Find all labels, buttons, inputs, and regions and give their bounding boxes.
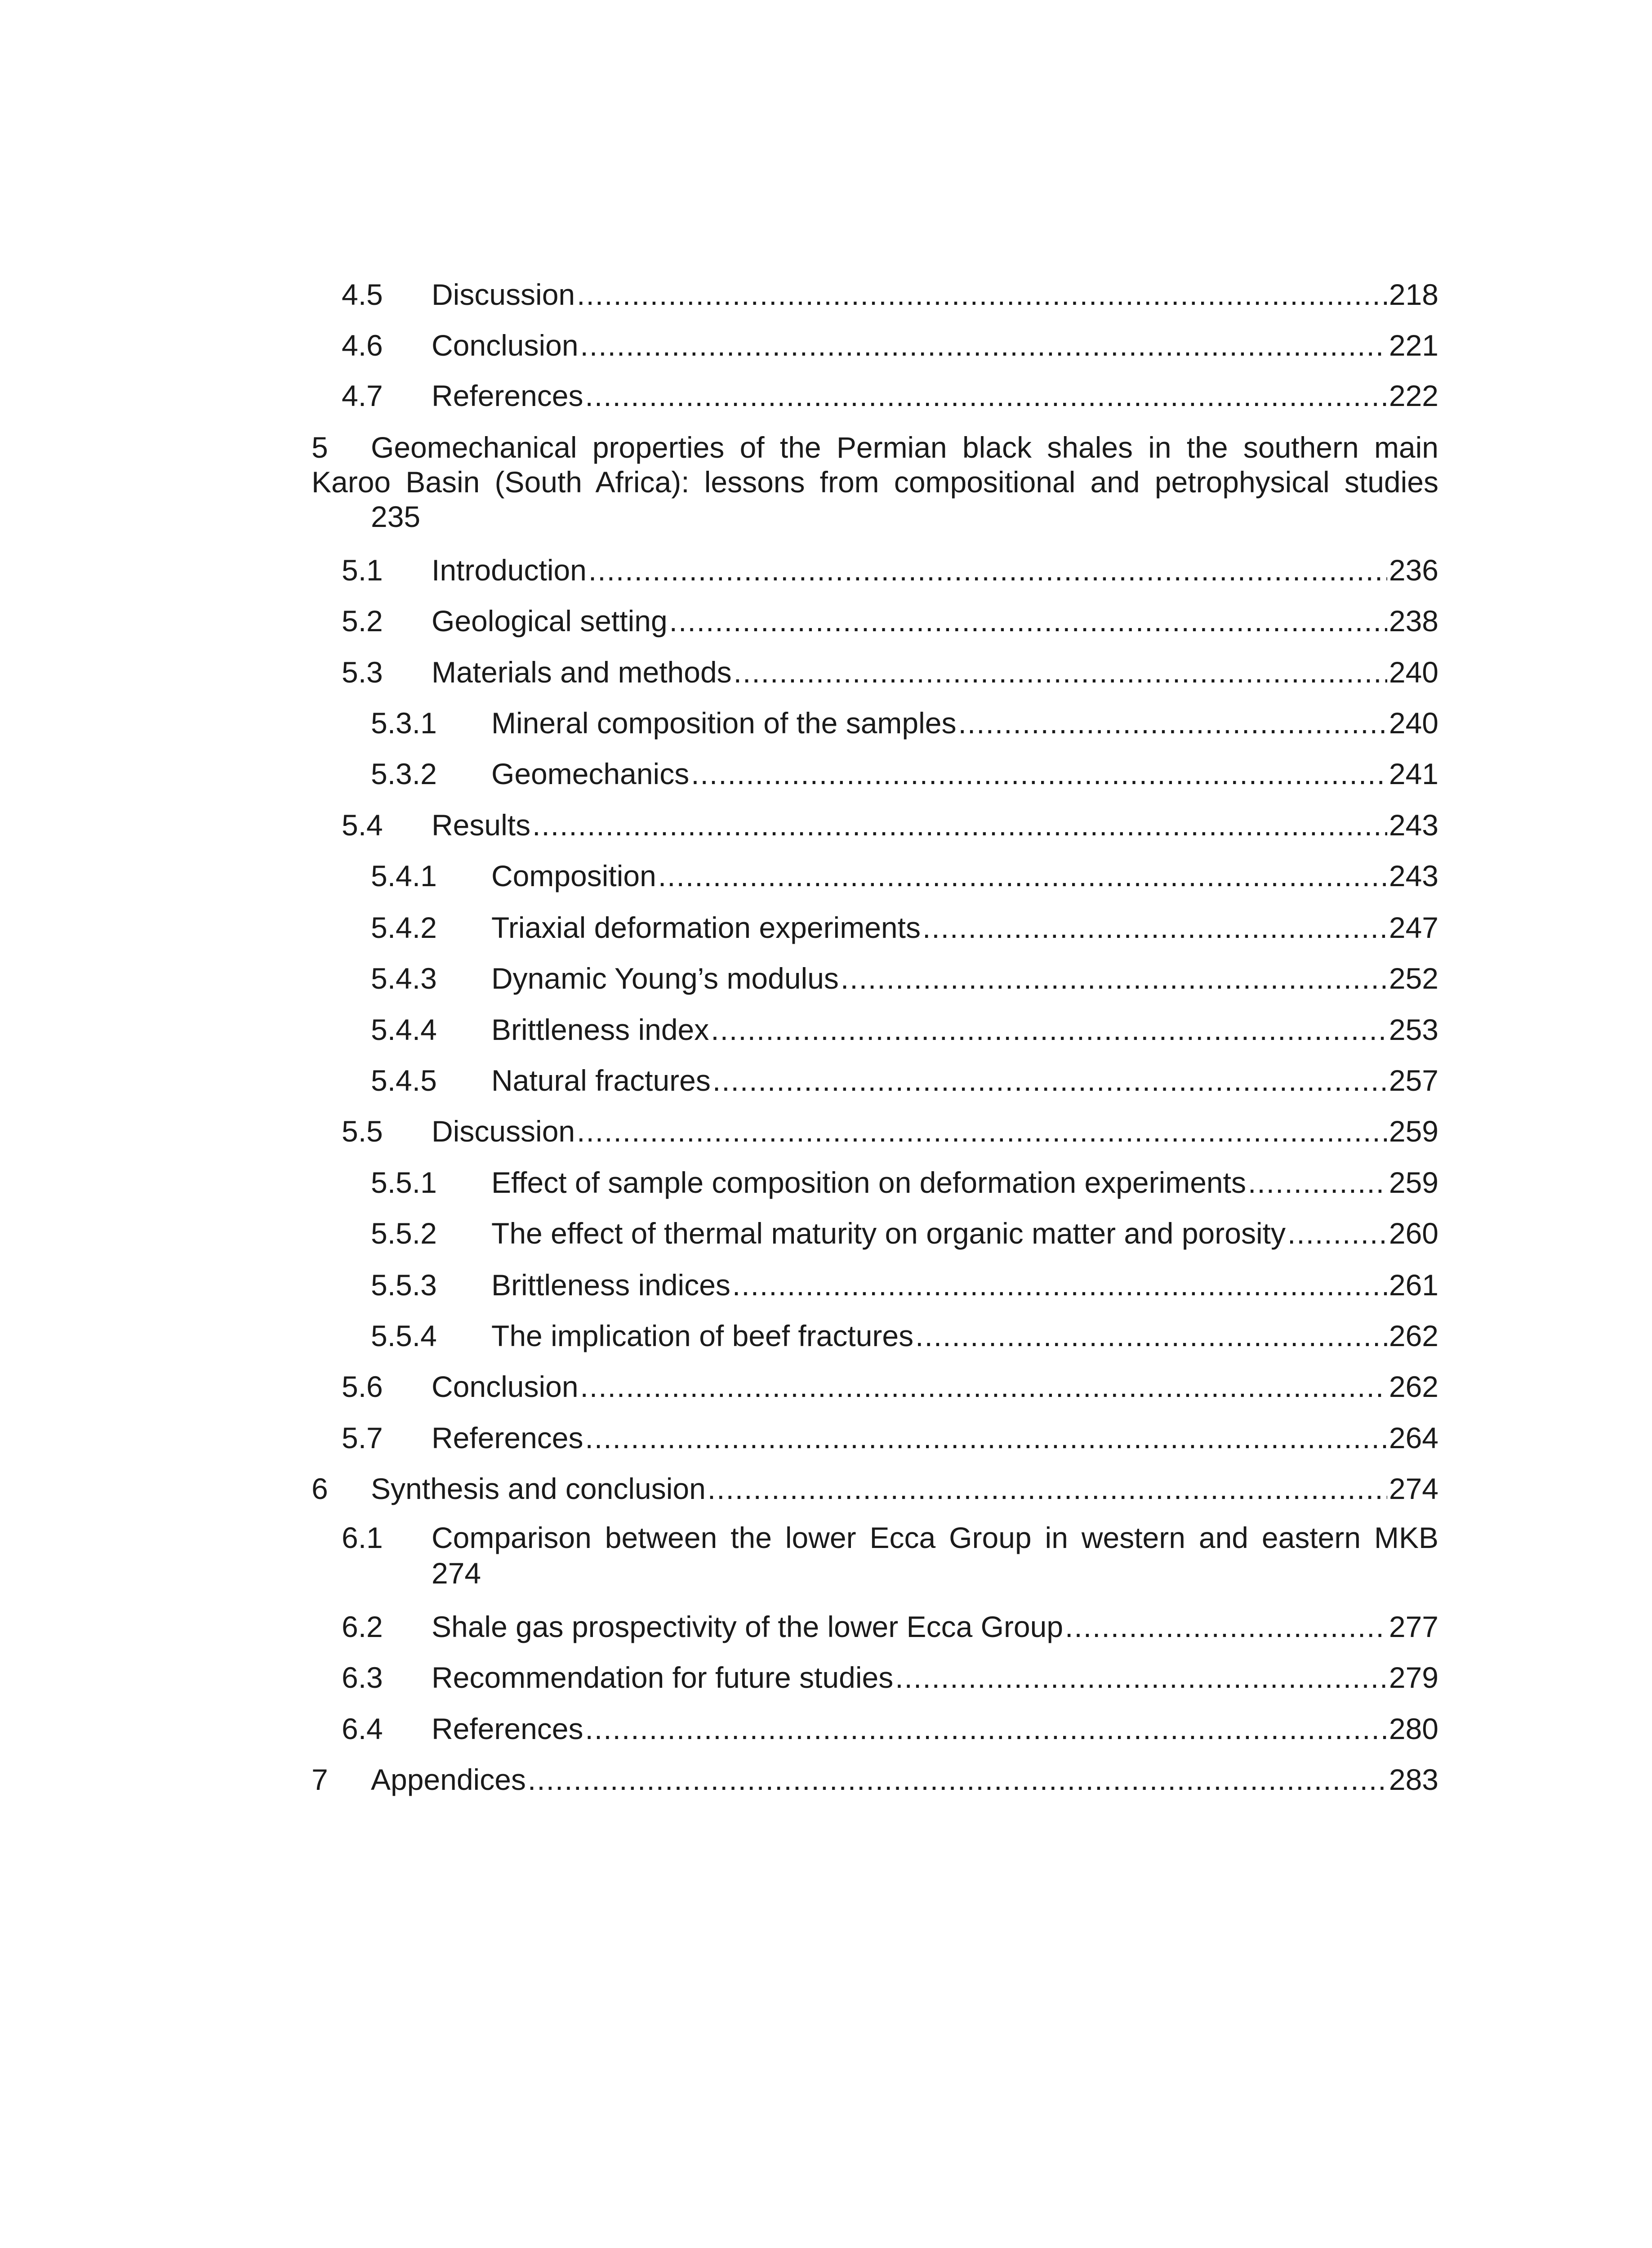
toc-page-number: 240	[1389, 706, 1438, 740]
toc-title: Dynamic Young’s modulus	[491, 962, 839, 995]
toc-page-number: 259	[1389, 1166, 1438, 1199]
toc-title: Geomechanics	[491, 757, 690, 790]
dot-leader	[1287, 1215, 1387, 1251]
toc-entry-5-6[interactable]	[0, 1369, 1652, 1405]
dot-leader	[1248, 1164, 1387, 1200]
toc-page-number: 235	[371, 500, 421, 533]
toc-title: Triaxial deformation experiments	[491, 911, 921, 944]
toc-entry-5-5-3[interactable]	[0, 1267, 1652, 1303]
toc-number: 5.2	[342, 604, 383, 638]
toc-page-number: 238	[1389, 604, 1438, 638]
toc-page-number: 253	[1389, 1013, 1438, 1046]
dot-leader	[585, 1711, 1387, 1747]
toc-entry-5-3-2[interactable]	[0, 756, 1652, 792]
toc-entry-6-4[interactable]	[0, 1711, 1652, 1747]
toc-chapter-7[interactable]	[0, 1762, 1652, 1798]
dot-leader	[580, 327, 1387, 363]
toc-page-number: 280	[1389, 1712, 1438, 1745]
toc-title: Appendices	[371, 1763, 526, 1796]
toc-title: Results	[432, 808, 531, 842]
toc-page-number: 252	[1389, 962, 1438, 995]
toc-title: Effect of sample composition on deformation experiments	[491, 1166, 1246, 1199]
toc-title-line-1: Geomechanical properties of the Permian black shales in the southern main	[371, 431, 1438, 464]
toc-number: 5.3	[342, 656, 383, 689]
toc-entry-4-7[interactable]	[0, 378, 1652, 414]
toc-entry-5-5-2[interactable]	[0, 1215, 1652, 1251]
toc-title-line-2: Karoo Basin (South Africa): lessons from compositional and petrophysical studies	[312, 465, 1438, 499]
toc-page-number: 279	[1389, 1661, 1438, 1694]
toc-number: 5.5.2	[371, 1217, 437, 1250]
toc-title: Brittleness index	[491, 1013, 709, 1046]
toc-title: References	[432, 1712, 583, 1745]
toc-title: Mineral composition of the samples	[491, 706, 957, 740]
toc-number: 5	[312, 431, 328, 464]
toc-entry-5-3[interactable]	[0, 654, 1652, 690]
toc-number: 5.5	[342, 1115, 383, 1148]
toc-number: 5.5.3	[371, 1268, 437, 1302]
toc-entry-5-4-4[interactable]	[0, 1012, 1652, 1048]
toc-title: Composition	[491, 859, 656, 892]
toc-entry-5-4-1[interactable]	[0, 858, 1652, 894]
toc-number: 5.7	[342, 1421, 383, 1454]
toc-number: 6.2	[342, 1610, 383, 1643]
toc-title: Synthesis and conclusion	[371, 1472, 706, 1505]
dot-leader	[585, 1420, 1387, 1456]
toc-page-number: 261	[1389, 1268, 1438, 1302]
dot-leader	[577, 277, 1387, 312]
toc-entry-5-3-1[interactable]	[0, 705, 1652, 741]
toc-title: Discussion	[432, 1115, 575, 1148]
toc-title: The implication of beef fractures	[491, 1319, 914, 1352]
toc-entry-5-5[interactable]	[0, 1113, 1652, 1149]
toc-page-number: 257	[1389, 1064, 1438, 1097]
toc-chapter-6[interactable]	[0, 1471, 1652, 1507]
toc-page-number: 283	[1389, 1763, 1438, 1796]
toc-title: Brittleness indices	[491, 1268, 730, 1302]
dot-leader	[528, 1762, 1387, 1798]
toc-entry-4-5[interactable]	[0, 277, 1652, 312]
toc-page-number: 260	[1389, 1217, 1438, 1250]
toc-entry-6-3[interactable]	[0, 1659, 1652, 1695]
toc-entry-4-6[interactable]	[0, 327, 1652, 363]
dot-leader	[580, 1369, 1387, 1405]
dot-leader	[915, 1318, 1387, 1354]
toc-page-number: 221	[1389, 329, 1438, 362]
dot-leader	[691, 756, 1387, 792]
dot-leader	[841, 960, 1387, 996]
toc-number: 5.6	[342, 1370, 383, 1403]
toc-number: 5.4.1	[371, 859, 437, 892]
toc-page-number: 243	[1389, 859, 1438, 892]
toc-title: Recommendation for future studies	[432, 1661, 894, 1694]
toc-title: Introduction	[432, 553, 587, 587]
toc-entry-5-4-3[interactable]	[0, 960, 1652, 996]
toc-number: 6.4	[342, 1712, 383, 1745]
toc-number: 6.3	[342, 1661, 383, 1694]
dot-leader	[588, 552, 1387, 588]
toc-title: Materials and methods	[432, 656, 732, 689]
toc-number: 5.3.1	[371, 706, 437, 740]
toc-title: Comparison between the lower Ecca Group in western and eastern MKB	[432, 1521, 1438, 1554]
toc-number: 5.4	[342, 808, 383, 842]
toc-page-number: 262	[1389, 1319, 1438, 1352]
toc-title: Natural fractures	[491, 1064, 711, 1097]
dot-leader	[1065, 1609, 1387, 1645]
dot-leader	[712, 1062, 1387, 1098]
toc-number: 6.1	[342, 1521, 383, 1554]
toc-entry-5-7[interactable]	[0, 1420, 1652, 1456]
toc-number: 4.5	[342, 278, 383, 311]
toc-title: Discussion	[432, 278, 575, 311]
toc-number: 7	[312, 1763, 328, 1796]
dot-leader	[958, 705, 1387, 741]
dot-leader	[734, 654, 1387, 690]
toc-page-number: 222	[1389, 379, 1438, 412]
toc-page-number: 259	[1389, 1115, 1438, 1148]
toc-page-number: 240	[1389, 656, 1438, 689]
toc-page-number: 274	[432, 1557, 481, 1590]
toc-page-number: 264	[1389, 1421, 1438, 1454]
toc-number: 5.3.2	[371, 757, 437, 790]
dot-leader	[708, 1471, 1387, 1507]
toc-entry-5-4[interactable]	[0, 807, 1652, 843]
dot-leader	[577, 1113, 1387, 1149]
toc-title: Conclusion	[432, 329, 579, 362]
toc-title: Geological setting	[432, 604, 668, 638]
toc-title: References	[432, 379, 583, 412]
dot-leader	[895, 1659, 1387, 1695]
toc-page-number: 218	[1389, 278, 1438, 311]
toc-number: 5.4.4	[371, 1013, 437, 1046]
dot-leader	[532, 807, 1387, 843]
toc-entry-5-1[interactable]	[0, 552, 1652, 588]
toc-page-number: 247	[1389, 911, 1438, 944]
toc-entry-6-2[interactable]	[0, 1609, 1652, 1645]
toc-title: Conclusion	[432, 1370, 579, 1403]
toc-number: 6	[312, 1472, 328, 1505]
toc-number: 4.6	[342, 329, 383, 362]
dot-leader	[585, 378, 1387, 414]
dot-leader	[922, 910, 1387, 946]
toc-entry-5-2[interactable]	[0, 603, 1652, 639]
toc-number: 5.5.1	[371, 1166, 437, 1199]
toc-page-number: 262	[1389, 1370, 1438, 1403]
dot-leader	[658, 858, 1387, 894]
toc-entry-5-4-2[interactable]	[0, 910, 1652, 946]
toc-title: Shale gas prospectivity of the lower Ecca Group	[432, 1610, 1064, 1643]
toc-number: 4.7	[342, 379, 383, 412]
toc-page-number: 236	[1389, 553, 1438, 587]
toc-number: 5.4.2	[371, 911, 437, 944]
dot-leader	[732, 1267, 1387, 1303]
toc-title: The effect of thermal maturity on organic matter and porosity	[491, 1217, 1286, 1250]
toc-page-number: 277	[1389, 1610, 1438, 1643]
toc-number: 5.4.3	[371, 962, 437, 995]
toc-page-number: 274	[1389, 1472, 1438, 1505]
toc-number: 5.5.4	[371, 1319, 437, 1352]
toc-number: 5.4.5	[371, 1064, 437, 1097]
toc-page-number: 243	[1389, 808, 1438, 842]
toc-entry-5-5-1[interactable]	[0, 1164, 1652, 1200]
dot-leader	[711, 1012, 1387, 1048]
toc-entry-5-4-5[interactable]	[0, 1062, 1652, 1098]
toc-page-number: 241	[1389, 757, 1438, 790]
toc-entry-5-5-4[interactable]	[0, 1318, 1652, 1354]
toc-title: References	[432, 1421, 583, 1454]
toc-number: 5.1	[342, 553, 383, 587]
dot-leader	[669, 603, 1387, 639]
